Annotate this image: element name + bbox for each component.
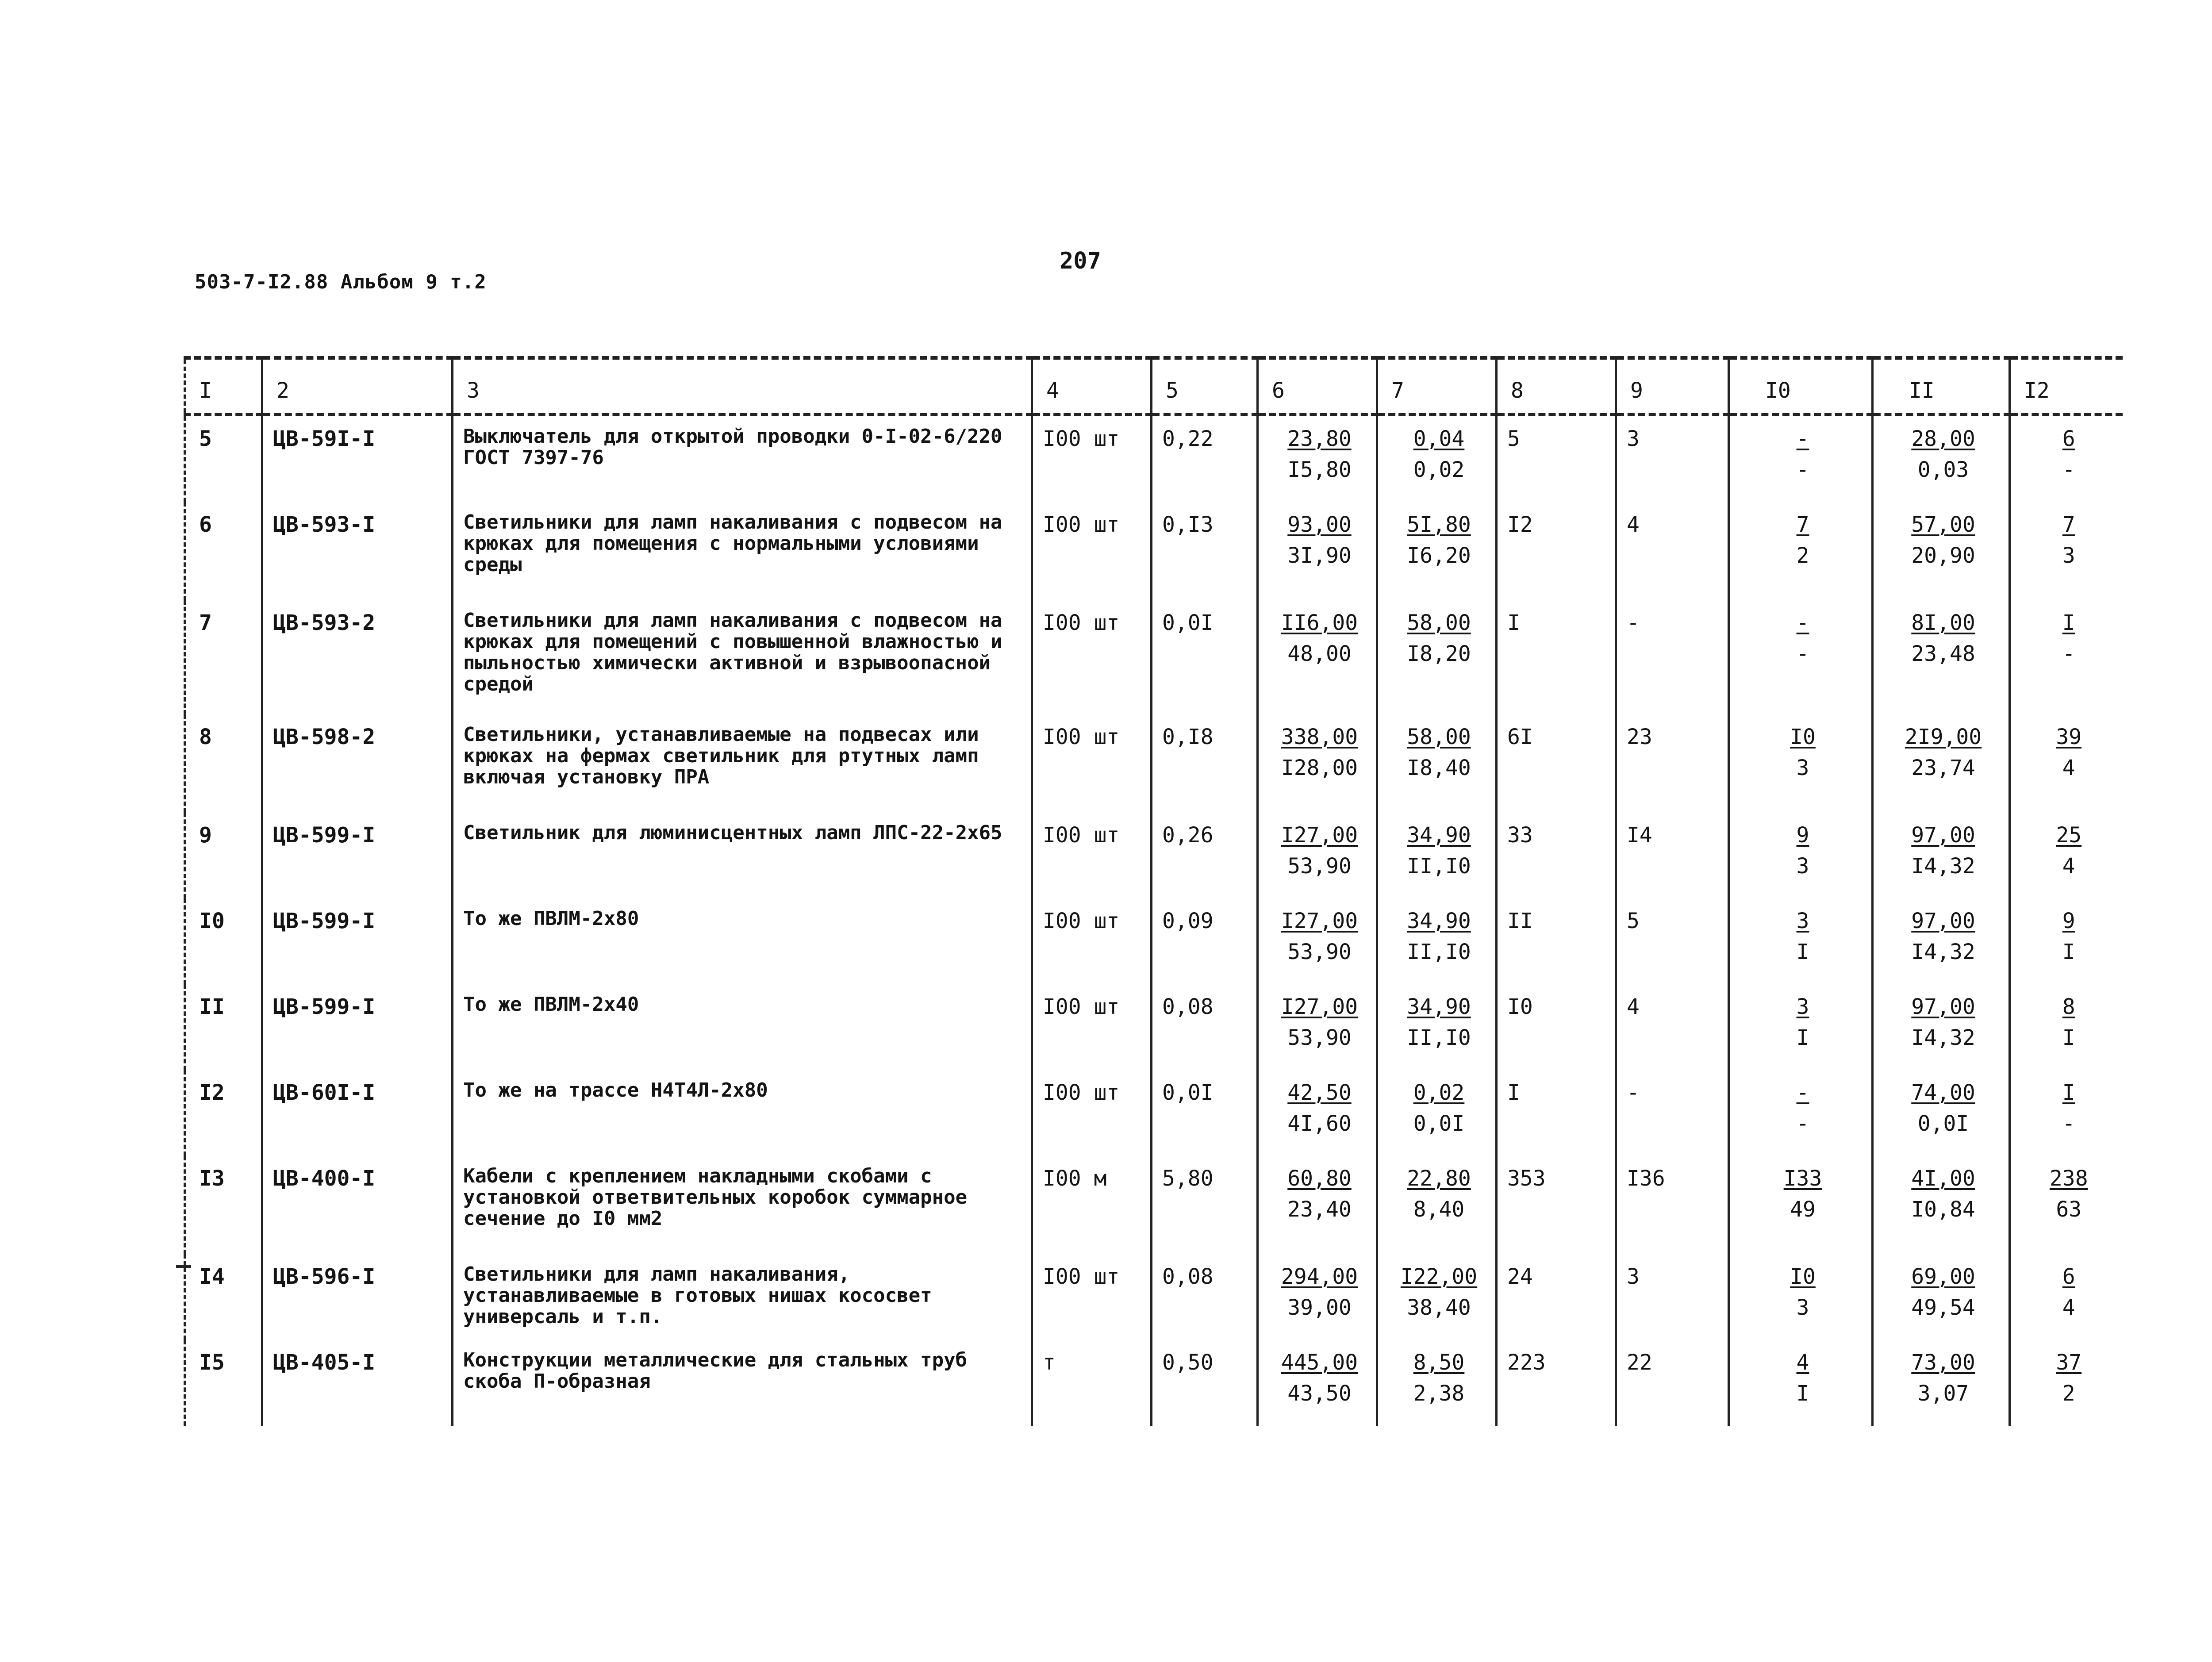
- cost-col-6-denominator: 39,00: [1287, 1295, 1352, 1320]
- value-col-12: [2010, 1156, 2123, 1254]
- value-col-12-denominator: -: [2062, 457, 2075, 482]
- value-col-8: I: [1497, 600, 1616, 714]
- quantity: 0,08: [1152, 984, 1258, 1070]
- col-header-4: 4: [1032, 358, 1152, 415]
- cost-col-6-denominator: 4I,60: [1287, 1111, 1352, 1136]
- value-col-8: 5: [1497, 415, 1616, 502]
- value-col-10-numerator: -: [1796, 1080, 1809, 1105]
- value-col-10-numerator: 3: [1796, 994, 1809, 1019]
- value-col-12: [2010, 1070, 2123, 1156]
- cost-col-6: [1258, 1070, 1377, 1156]
- cost-col-6-denominator: 53,90: [1287, 854, 1352, 879]
- unit-of-measure: I00 шт: [1032, 1254, 1152, 1340]
- value-col-9: I4: [1616, 813, 1729, 898]
- cost-col-6: [1258, 1156, 1377, 1254]
- unit-of-measure: I00 шт: [1032, 984, 1152, 1070]
- col-header-7: 7: [1377, 358, 1497, 415]
- value-col-9: 5: [1616, 898, 1729, 984]
- value-col-12-denominator: 4: [2062, 854, 2075, 879]
- document-header: 503-7-I2.88 Альбом 9 т.2: [195, 271, 487, 293]
- cost-col-7-denominator: II,I0: [1407, 854, 1471, 879]
- item-description: То же ПВЛМ-2х40: [453, 984, 1032, 1070]
- value-col-11-denominator: I4,32: [1911, 940, 1975, 964]
- row-number: 5: [185, 415, 262, 502]
- value-col-11: [1873, 813, 2010, 898]
- cost-col-6: [1258, 714, 1377, 813]
- table-row: [185, 1156, 2123, 1254]
- value-col-12-denominator: 2: [2062, 1381, 2075, 1406]
- value-col-9: 23: [1616, 714, 1729, 813]
- table-body: [185, 415, 2123, 1426]
- cost-col-7: [1377, 600, 1497, 714]
- value-col-11: [1873, 1156, 2010, 1254]
- quantity: 0,0I: [1152, 600, 1258, 714]
- table-row: [185, 415, 2123, 502]
- value-col-11-denominator: 3,07: [1917, 1381, 1969, 1406]
- col-header-11: II: [1873, 358, 2010, 415]
- cost-col-6-denominator: 43,50: [1287, 1381, 1352, 1406]
- unit-of-measure: I00 шт: [1032, 415, 1152, 502]
- value-col-11-numerator: 4I,00: [1911, 1166, 1975, 1191]
- quantity: 0,0I: [1152, 1070, 1258, 1156]
- value-col-10-numerator: I0: [1790, 1264, 1816, 1289]
- row-number: 6: [185, 502, 262, 600]
- value-col-11-numerator: 97,00: [1911, 823, 1975, 848]
- cost-col-6-numerator: I27,00: [1281, 823, 1358, 848]
- cost-col-7-denominator: 38,40: [1407, 1295, 1471, 1320]
- value-col-11: [1873, 1340, 2010, 1426]
- cost-col-7-denominator: 0,02: [1413, 457, 1465, 482]
- value-col-12-denominator: -: [2062, 1111, 2075, 1136]
- item-code: ЦВ-599-I: [262, 898, 453, 984]
- quantity: 5,80: [1152, 1156, 1258, 1254]
- value-col-9: 3: [1616, 1254, 1729, 1340]
- value-col-12-denominator: 63: [2056, 1197, 2082, 1222]
- estimate-table-container: [184, 356, 2121, 1426]
- cost-col-7: [1377, 415, 1497, 502]
- unit-of-measure: I00 шт: [1032, 1070, 1152, 1156]
- value-col-11: [1873, 1070, 2010, 1156]
- item-description: То же на трассе Н4Т4Л-2х80: [453, 1070, 1032, 1156]
- value-col-10-denominator: -: [1796, 1111, 1809, 1136]
- unit-of-measure: т: [1032, 1340, 1152, 1426]
- value-col-12: [2010, 1340, 2123, 1426]
- table-row: [185, 1070, 2123, 1156]
- value-col-8: I2: [1497, 502, 1616, 600]
- value-col-11-denominator: 49,54: [1911, 1295, 1975, 1320]
- col-header-8: 8: [1497, 358, 1616, 415]
- value-col-12-numerator: 9: [2062, 909, 2075, 933]
- value-col-10-denominator: 49: [1790, 1197, 1816, 1222]
- value-col-9: 3: [1616, 415, 1729, 502]
- item-description: Светильники для ламп накаливания с подвесом на крюках для помещений с повышенной влажностью и пыльностью химически активной и взрывоопасной средой: [453, 600, 1032, 714]
- table-row: [185, 984, 2123, 1070]
- unit-of-measure: I00 шт: [1032, 813, 1152, 898]
- value-col-10: [1729, 898, 1873, 984]
- item-code: ЦВ-60I-I: [262, 1070, 453, 1156]
- cost-col-6-numerator: II6,00: [1281, 610, 1358, 635]
- cost-col-6: [1258, 1340, 1377, 1426]
- item-code: ЦВ-400-I: [262, 1156, 453, 1254]
- value-col-12-numerator: 37: [2056, 1350, 2082, 1375]
- value-col-11-denominator: I4,32: [1911, 854, 1975, 879]
- cost-col-7-denominator: II,I0: [1407, 1025, 1471, 1050]
- value-col-12-numerator: 6: [2062, 426, 2075, 451]
- cost-col-6: [1258, 984, 1377, 1070]
- table-row: [185, 714, 2123, 813]
- item-code: ЦВ-596-I: [262, 1254, 453, 1340]
- cost-col-7-denominator: II,I0: [1407, 940, 1471, 964]
- value-col-11: [1873, 898, 2010, 984]
- row-number: I3: [185, 1156, 262, 1254]
- col-header-5: 5: [1152, 358, 1258, 415]
- value-col-12-numerator: I: [2062, 610, 2075, 635]
- row-number: I0: [185, 898, 262, 984]
- value-col-9: -: [1616, 1070, 1729, 1156]
- cost-col-6-numerator: 294,00: [1281, 1264, 1358, 1289]
- cost-col-7: [1377, 1340, 1497, 1426]
- cost-col-6-denominator: I5,80: [1287, 457, 1352, 482]
- cost-col-7-numerator: 34,90: [1407, 823, 1471, 848]
- cost-col-6-numerator: 60,80: [1287, 1166, 1352, 1191]
- value-col-10-numerator: 9: [1796, 823, 1809, 848]
- row-number: 8: [185, 714, 262, 813]
- cost-col-7-numerator: 34,90: [1407, 994, 1471, 1019]
- item-code: ЦВ-599-I: [262, 984, 453, 1070]
- col-header-2: 2: [262, 358, 453, 415]
- value-col-10: [1729, 714, 1873, 813]
- item-description: Кабели с креплением накладными скобами с установкой ответвительных коробок суммарное сечение до I0 мм2: [453, 1156, 1032, 1254]
- value-col-8: 24: [1497, 1254, 1616, 1340]
- value-col-10: [1729, 984, 1873, 1070]
- col-header-10: I0: [1729, 358, 1873, 415]
- value-col-12-denominator: -: [2062, 641, 2075, 666]
- item-description: Конструкции металлические для стальных труб скоба П-образная: [453, 1340, 1032, 1426]
- table-row: [185, 1340, 2123, 1426]
- cost-col-7-denominator: I8,20: [1407, 641, 1471, 666]
- quantity: 0,I3: [1152, 502, 1258, 600]
- cost-col-6: [1258, 600, 1377, 714]
- cost-col-7-denominator: 2,38: [1413, 1381, 1465, 1406]
- table-row: [185, 600, 2123, 714]
- value-col-11-numerator: 8I,00: [1911, 610, 1975, 635]
- value-col-10-numerator: -: [1796, 610, 1809, 635]
- table-row: [185, 1254, 2123, 1340]
- value-col-10: [1729, 1156, 1873, 1254]
- value-col-8: II: [1497, 898, 1616, 984]
- value-col-12-numerator: 7: [2062, 512, 2075, 537]
- item-code: ЦВ-405-I: [262, 1340, 453, 1426]
- value-col-11-numerator: 69,00: [1911, 1264, 1975, 1289]
- value-col-10: [1729, 502, 1873, 600]
- value-col-12-numerator: 39: [2056, 725, 2082, 749]
- cost-col-7: [1377, 1070, 1497, 1156]
- cost-col-7-denominator: I6,20: [1407, 543, 1471, 568]
- cost-col-7-numerator: 58,00: [1407, 725, 1471, 749]
- cost-col-6-denominator: 53,90: [1287, 1025, 1352, 1050]
- unit-of-measure: I00 шт: [1032, 898, 1152, 984]
- value-col-10-numerator: I33: [1783, 1166, 1822, 1191]
- cost-col-6: [1258, 898, 1377, 984]
- value-col-11: [1873, 984, 2010, 1070]
- value-col-11-numerator: 28,00: [1911, 426, 1975, 451]
- page-number: 207: [1060, 248, 1101, 274]
- cost-col-7: [1377, 502, 1497, 600]
- value-col-8: 33: [1497, 813, 1616, 898]
- cost-col-6-numerator: 23,80: [1287, 426, 1352, 451]
- value-col-12: [2010, 813, 2123, 898]
- cost-col-6-denominator: 23,40: [1287, 1197, 1352, 1222]
- table-row: [185, 502, 2123, 600]
- col-header-6: 6: [1258, 358, 1377, 415]
- value-col-8: 6I: [1497, 714, 1616, 813]
- cost-col-7: [1377, 984, 1497, 1070]
- value-col-10-denominator: 3: [1796, 854, 1809, 879]
- value-col-12: [2010, 898, 2123, 984]
- value-col-10: [1729, 600, 1873, 714]
- item-description: Светильники для ламп накаливания с подвесом на крюках для помещения с нормальными условиями среды: [453, 502, 1032, 600]
- unit-of-measure: I00 м: [1032, 1156, 1152, 1254]
- cost-col-7-numerator: 0,02: [1413, 1080, 1465, 1105]
- value-col-8: 223: [1497, 1340, 1616, 1426]
- value-col-9: 4: [1616, 984, 1729, 1070]
- item-description: Светильник для люминисцентных ламп ЛПС-22-2х65: [453, 813, 1032, 898]
- quantity: 0,26: [1152, 813, 1258, 898]
- table-row: [185, 813, 2123, 898]
- quantity: 0,50: [1152, 1340, 1258, 1426]
- cost-col-7: [1377, 898, 1497, 984]
- item-code: ЦВ-59I-I: [262, 415, 453, 502]
- value-col-10-numerator: I0: [1790, 725, 1816, 749]
- col-header-3: 3: [453, 358, 1032, 415]
- row-number: I5: [185, 1340, 262, 1426]
- cost-col-6-denominator: 53,90: [1287, 940, 1352, 964]
- quantity: 0,I8: [1152, 714, 1258, 813]
- cost-col-7-numerator: 0,04: [1413, 426, 1465, 451]
- table-row: [185, 898, 2123, 984]
- unit-of-measure: I00 шт: [1032, 600, 1152, 714]
- value-col-8: 353: [1497, 1156, 1616, 1254]
- row-number: 9: [185, 813, 262, 898]
- value-col-12: [2010, 1254, 2123, 1340]
- value-col-12-denominator: 3: [2062, 543, 2075, 568]
- value-col-9: 4: [1616, 502, 1729, 600]
- value-col-9: 22: [1616, 1340, 1729, 1426]
- cost-col-7-denominator: 0,0I: [1413, 1111, 1465, 1136]
- cost-col-7: [1377, 1156, 1497, 1254]
- col-header-9: 9: [1616, 358, 1729, 415]
- item-code: ЦВ-593-2: [262, 600, 453, 714]
- value-col-10-numerator: 3: [1796, 909, 1809, 933]
- value-col-10-denominator: 3: [1796, 756, 1809, 780]
- value-col-12-numerator: 8: [2062, 994, 2075, 1019]
- value-col-10-denominator: 2: [1796, 543, 1809, 568]
- value-col-12-numerator: 6: [2062, 1264, 2075, 1289]
- cost-col-6-numerator: 42,50: [1287, 1080, 1352, 1105]
- value-col-10: [1729, 813, 1873, 898]
- value-col-9: I36: [1616, 1156, 1729, 1254]
- value-col-11-numerator: 73,00: [1911, 1350, 1975, 1375]
- row-number: 7: [185, 600, 262, 714]
- value-col-11: [1873, 502, 2010, 600]
- cost-col-6: [1258, 415, 1377, 502]
- col-header-12: I2: [2010, 358, 2123, 415]
- cost-col-6-numerator: I27,00: [1281, 994, 1358, 1019]
- value-col-10: [1729, 415, 1873, 502]
- value-col-12: [2010, 600, 2123, 714]
- value-col-11-denominator: 20,90: [1911, 543, 1975, 568]
- unit-of-measure: I00 шт: [1032, 502, 1152, 600]
- value-col-10-numerator: 7: [1796, 512, 1809, 537]
- cost-col-7-numerator: 8,50: [1413, 1350, 1465, 1375]
- cost-col-6: [1258, 1254, 1377, 1340]
- row-number: I2: [185, 1070, 262, 1156]
- cost-col-7-denominator: 8,40: [1413, 1197, 1465, 1222]
- item-code: ЦВ-593-I: [262, 502, 453, 600]
- value-col-10: [1729, 1340, 1873, 1426]
- item-description: Светильники для ламп накаливания, устанавливаемые в готовых нишах кососвет универсаль и т.п.: [453, 1254, 1032, 1340]
- value-col-12: [2010, 984, 2123, 1070]
- cost-col-7-denominator: I8,40: [1407, 756, 1471, 780]
- value-col-11-denominator: 23,48: [1911, 641, 1975, 666]
- value-col-12-denominator: I: [2062, 940, 2075, 964]
- cost-col-6: [1258, 813, 1377, 898]
- value-col-10-denominator: 3: [1796, 1295, 1809, 1320]
- item-description: Выключатель для открытой проводки 0-I-02-6/220 ГОСТ 7397-76: [453, 415, 1032, 502]
- value-col-12-denominator: 4: [2062, 756, 2075, 780]
- value-col-10-denominator: I: [1796, 1025, 1809, 1050]
- header-row: [185, 358, 2123, 415]
- value-col-10-denominator: -: [1796, 457, 1809, 482]
- cost-col-7-numerator: I22,00: [1400, 1264, 1478, 1289]
- value-col-12-denominator: 4: [2062, 1295, 2075, 1320]
- value-col-8: I: [1497, 1070, 1616, 1156]
- estimate-table: [184, 356, 2123, 1426]
- value-col-12: [2010, 415, 2123, 502]
- value-col-11: [1873, 415, 2010, 502]
- unit-of-measure: I00 шт: [1032, 714, 1152, 813]
- value-col-10: [1729, 1070, 1873, 1156]
- cost-col-7: [1377, 813, 1497, 898]
- value-col-11-numerator: 97,00: [1911, 994, 1975, 1019]
- value-col-11-numerator: 74,00: [1911, 1080, 1975, 1105]
- cost-col-7-numerator: 5I,80: [1407, 512, 1471, 537]
- value-col-10: [1729, 1254, 1873, 1340]
- cost-col-7-numerator: 58,00: [1407, 610, 1471, 635]
- col-header-1: I: [185, 358, 262, 415]
- item-description: Светильники, устанавливаемые на подвесах или крюках на фермах светильник для ртутных ламп включая установку ПРА: [453, 714, 1032, 813]
- value-col-12-numerator: 25: [2056, 823, 2082, 848]
- value-col-11-denominator: 0,0I: [1917, 1111, 1969, 1136]
- value-col-10-numerator: -: [1796, 426, 1809, 451]
- value-col-11-denominator: I0,84: [1911, 1197, 1975, 1222]
- value-col-11-denominator: I4,32: [1911, 1025, 1975, 1050]
- value-col-9: -: [1616, 600, 1729, 714]
- cost-col-7-numerator: 22,80: [1407, 1166, 1471, 1191]
- cost-col-7-numerator: 34,90: [1407, 909, 1471, 933]
- quantity: 0,08: [1152, 1254, 1258, 1340]
- quantity: 0,09: [1152, 898, 1258, 984]
- cost-col-6-denominator: 3I,90: [1287, 543, 1352, 568]
- quantity: 0,22: [1152, 415, 1258, 502]
- value-col-8: I0: [1497, 984, 1616, 1070]
- value-col-11-numerator: 57,00: [1911, 512, 1975, 537]
- value-col-11-denominator: 0,03: [1917, 457, 1969, 482]
- cost-col-6-denominator: 48,00: [1287, 641, 1352, 666]
- value-col-10-denominator: -: [1796, 641, 1809, 666]
- item-code: ЦВ-598-2: [262, 714, 453, 813]
- value-col-11-numerator: 2I9,00: [1905, 725, 1982, 749]
- item-description: То же ПВЛМ-2х80: [453, 898, 1032, 984]
- value-col-10-numerator: 4: [1796, 1350, 1809, 1375]
- cost-col-7: [1377, 1254, 1497, 1340]
- cost-col-6-denominator: I28,00: [1281, 756, 1358, 780]
- value-col-11-denominator: 23,74: [1911, 756, 1975, 780]
- value-col-11: [1873, 600, 2010, 714]
- value-col-12: [2010, 714, 2123, 813]
- value-col-10-denominator: I: [1796, 1381, 1809, 1406]
- value-col-12: [2010, 502, 2123, 600]
- value-col-12-numerator: I: [2062, 1080, 2075, 1105]
- cost-col-6-numerator: I27,00: [1281, 909, 1358, 933]
- cost-col-6-numerator: 93,00: [1287, 512, 1352, 537]
- row-number: I4: [185, 1254, 262, 1340]
- cost-col-6: [1258, 502, 1377, 600]
- value-col-11-numerator: 97,00: [1911, 909, 1975, 933]
- value-col-10-denominator: I: [1796, 940, 1809, 964]
- item-code: ЦВ-599-I: [262, 813, 453, 898]
- row-number: II: [185, 984, 262, 1070]
- cost-col-7: [1377, 714, 1497, 813]
- value-col-11: [1873, 1254, 2010, 1340]
- cost-col-6-numerator: 445,00: [1281, 1350, 1358, 1375]
- value-col-12-numerator: 238: [2049, 1166, 2088, 1191]
- value-col-11: [1873, 714, 2010, 813]
- value-col-12-denominator: I: [2062, 1025, 2075, 1050]
- cost-col-6-numerator: 338,00: [1281, 725, 1358, 749]
